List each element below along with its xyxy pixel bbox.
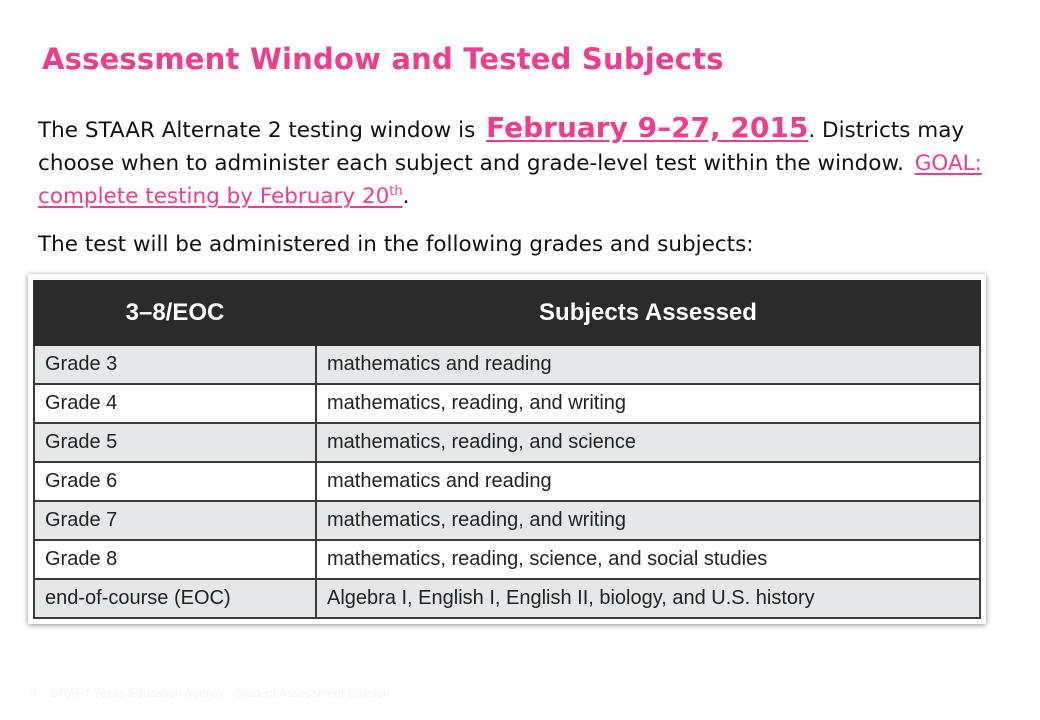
subjects-cell: mathematics and reading — [316, 345, 980, 384]
grade-cell: Grade 7 — [34, 501, 316, 540]
grade-cell: Grade 3 — [34, 345, 316, 384]
testing-window-date-link[interactable]: February 9–27, 2015 — [486, 111, 809, 144]
page-number: 4 — [30, 686, 37, 700]
subjects-cell: mathematics, reading, and writing — [316, 501, 980, 540]
table-row — [34, 462, 980, 501]
footer-text: DRAFT Texas Education Agency - Student Assessment Division — [50, 686, 390, 700]
subjects-cell: mathematics and reading — [316, 462, 980, 501]
header-subjects: Subjects Assessed — [316, 281, 980, 345]
subjects-table — [33, 280, 981, 619]
header-grade: 3–8/EOC — [34, 281, 316, 345]
table-row — [34, 384, 980, 423]
grade-cell: Grade 4 — [34, 384, 316, 423]
table-row — [34, 423, 980, 462]
intro-period: . — [808, 118, 816, 143]
intro-paragraph — [38, 111, 1013, 213]
intro-line2: Districts may choose when to administer each subject and grade-level test within the window. — [38, 118, 965, 176]
slide-footer — [30, 686, 404, 700]
goal-superscript: th — [389, 183, 403, 199]
grade-cell: end-of-course (EOC) — [34, 579, 316, 618]
grade-cell: Grade 5 — [34, 423, 316, 462]
grade-cell: Grade 6 — [34, 462, 316, 501]
table-row — [34, 501, 980, 540]
subjects-cell: mathematics, reading, and writing — [316, 384, 980, 423]
slide-title: Assessment Window and Tested Subjects — [42, 42, 724, 76]
subjects-cell: Algebra I, English I, English II, biology, and U.S. history — [316, 579, 980, 618]
grade-cell: Grade 8 — [34, 540, 316, 579]
table-intro: The test will be administered in the following grades and subjects: — [38, 232, 754, 257]
subjects-cell: mathematics, reading, and science — [316, 423, 980, 462]
subjects-cell: mathematics, reading, science, and social studies — [316, 540, 980, 579]
goal-period: . — [402, 184, 410, 209]
goal-text: GOAL: complete testing by February 20 — [38, 151, 982, 209]
table-header-row — [34, 281, 980, 345]
table-row — [34, 579, 980, 618]
table-row — [34, 345, 980, 384]
subjects-table-container — [28, 274, 986, 624]
table-row — [34, 540, 980, 579]
intro-text: The STAAR Alternate 2 testing window is — [38, 118, 483, 143]
